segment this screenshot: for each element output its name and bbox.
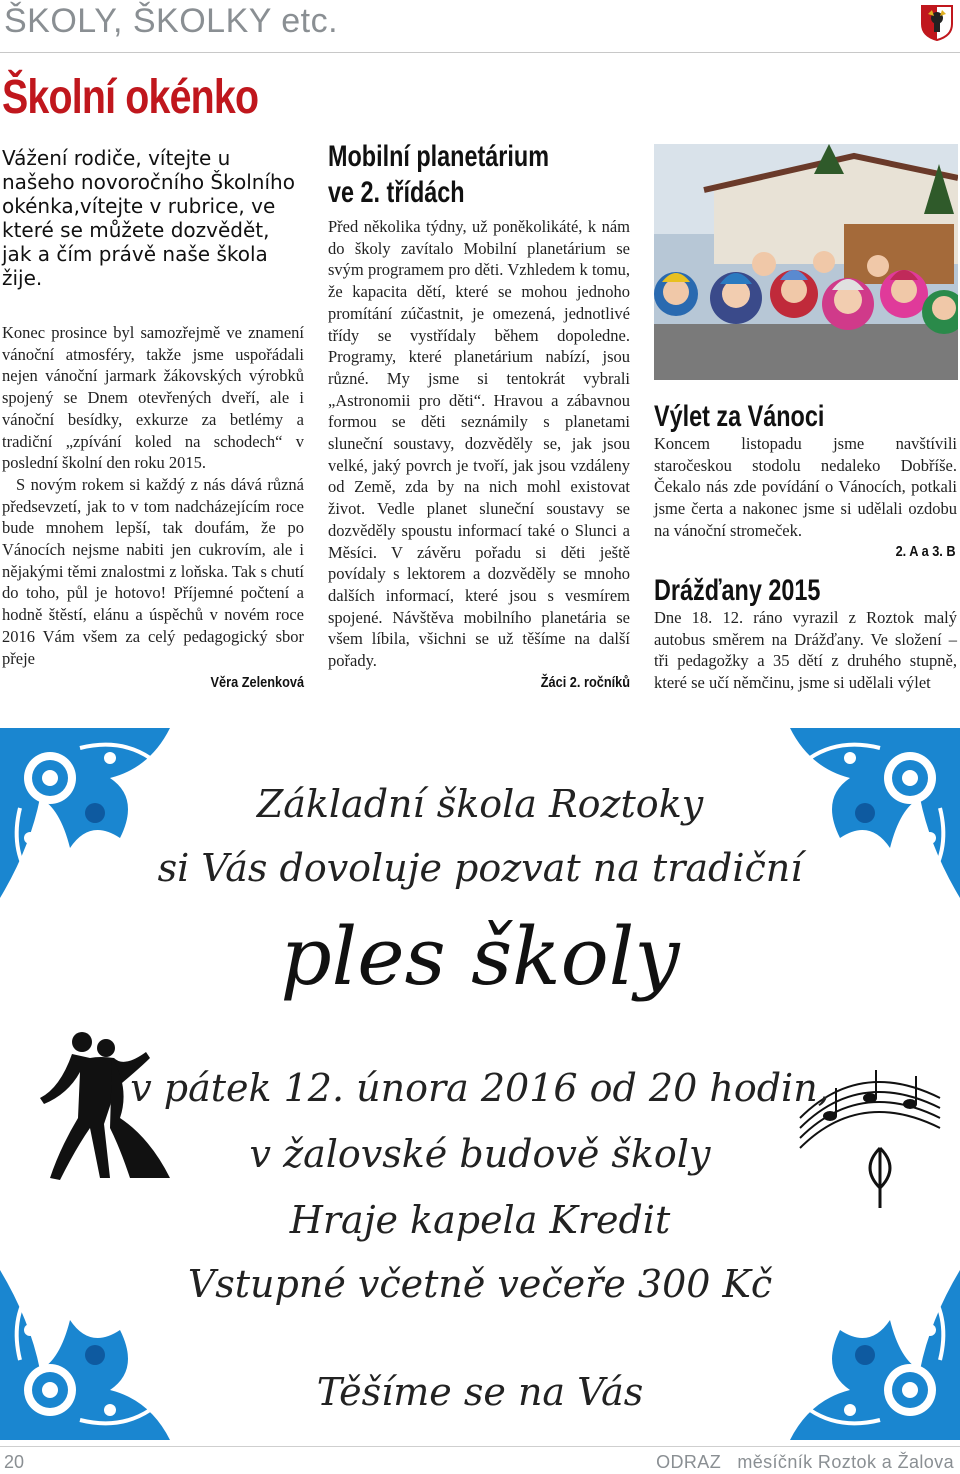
magazine-footer: [656, 1452, 954, 1473]
town-crest-icon: [920, 4, 954, 42]
article-heading: Mobilní planetárium: [328, 140, 550, 173]
poster-line: v pátek 12. února 2016 od 20 hodin,: [130, 1066, 830, 1110]
page-number: 20: [4, 1452, 25, 1472]
intro-text: Vážení rodiče, vítejte u našeho novoročního Školního okénka,vítejte v rubrice, ve které se můžete dozvědět, jak a čím právě naše škola žije.: [2, 146, 295, 290]
poster-line: Těšíme se na Vás: [316, 1370, 644, 1414]
footer-divider: [0, 1446, 960, 1447]
paragraph: Před několika týdny, už poněkolikáté, k nám do školy zavítalo Mobilní planetárium se svým programem pro děti. Vzhledem k tomu, že kapacita dětí, které se mohou jednoho promítání zúčastnit, je omezená, jednotlivé třídy se vystřídaly během dopoledne. Programy, které planetárium nabízí, jsou různé. My jsme si tentokrát vybrali „Astronomii pro děti“. Hravou a zábavnou formou se děti seznámily s planetami sluneční soustavy, dozvěděly se, jak jsou velké, jaký povrch je tvoří, jak jsou vzdáleny od Země, zda by na nich mohl existovat život. Vedle planet sluneční soustavy se dozvěděly spoustu informací také o Slunci a Měsíci. V závěru pořadu si děti ještě povídaly s lektorem a dozvěděly se mnoho dalších informací, které jsou s vesmírem spojené. Návštěva mobilního planetária se všem líbila, všichni se už těšíme na další pořady.: [328, 217, 630, 671]
header-divider: [0, 52, 960, 53]
paragraph: Dne 18. 12. ráno vyrazil z Roztok malý autobus směrem na Drážďany. Ve složení – tři pedagožky a 35 dětí z druhého stupně, které se učí němčinu, jsme si udělali výlet: [654, 608, 957, 693]
signature: Žáci 2. ročníků: [540, 674, 630, 691]
ball-invitation-poster: [0, 728, 960, 1440]
paragraph: Konec prosince byl samozřejmě ve znamení vánoční atmosféry, takže jsme uspořádali nejen vánoční jarmark žákovských výrobků spojený se Dnem otevřených dveří, ale i vánoční besídky, exkurze za betlémy a tradiční „zpívání koled na schodech“ v poslední školní den roku 2015.: [2, 323, 304, 473]
article-heading: ve 2. třídách: [328, 176, 465, 209]
paragraph: Koncem listopadu jsme navštívili staročeskou stodolu nedaleko Dobříše. Čekalo nás zde povídání o Vánocích, potkali jsme čerta a nakonec jsme si udělali ozdobu na vánoční stromeček.: [654, 434, 957, 540]
signature: Věra Zelenková: [210, 674, 304, 691]
poster-line: Základní škola Roztoky: [256, 782, 704, 826]
children-photo: [654, 144, 958, 380]
poster-line: Hraje kapela Kredit: [289, 1198, 671, 1242]
article-christmas-trip: [654, 433, 957, 542]
article-dresden: [654, 607, 957, 694]
magazine-subtitle: měsíčník Roztok a Žalova: [737, 1452, 954, 1472]
poster-headline: ples školy: [280, 910, 680, 1003]
article-school-news: [2, 322, 304, 669]
article-heading: Drážďany 2015: [654, 574, 821, 607]
page-title: Školní okénko: [2, 71, 259, 124]
section-header: ŠKOLY, ŠKOLKY etc.: [4, 2, 339, 40]
article-planetarium: [328, 216, 630, 672]
magazine-name: ODRAZ: [656, 1452, 722, 1472]
poster-line: Vstupné včetně večeře 300 Kč: [187, 1262, 773, 1306]
paragraph: S novým rokem si každý z nás dává různá předsevzetí, jak to v tom nadcházejícím roce bude mnohem lepší, tak doufám, že po Vánocích nejsme nabiti jen cukrovím, ale i nějakými těmi znalostmi z loňska. Tak s chutí do toho, půl je hotovo! Příjemné počtení a hodně štěstí, elánu a úspěchů v novém roce 2016 Vám všem za celý pedagogický sbor přeje: [2, 474, 304, 668]
poster-line: si Vás dovoluje pozvat na tradiční: [157, 846, 803, 890]
signature: 2. A a 3. B: [895, 543, 956, 560]
poster-line: v žalovské budově školy: [249, 1132, 711, 1176]
article-heading: Výlet za Vánoci: [654, 400, 825, 433]
